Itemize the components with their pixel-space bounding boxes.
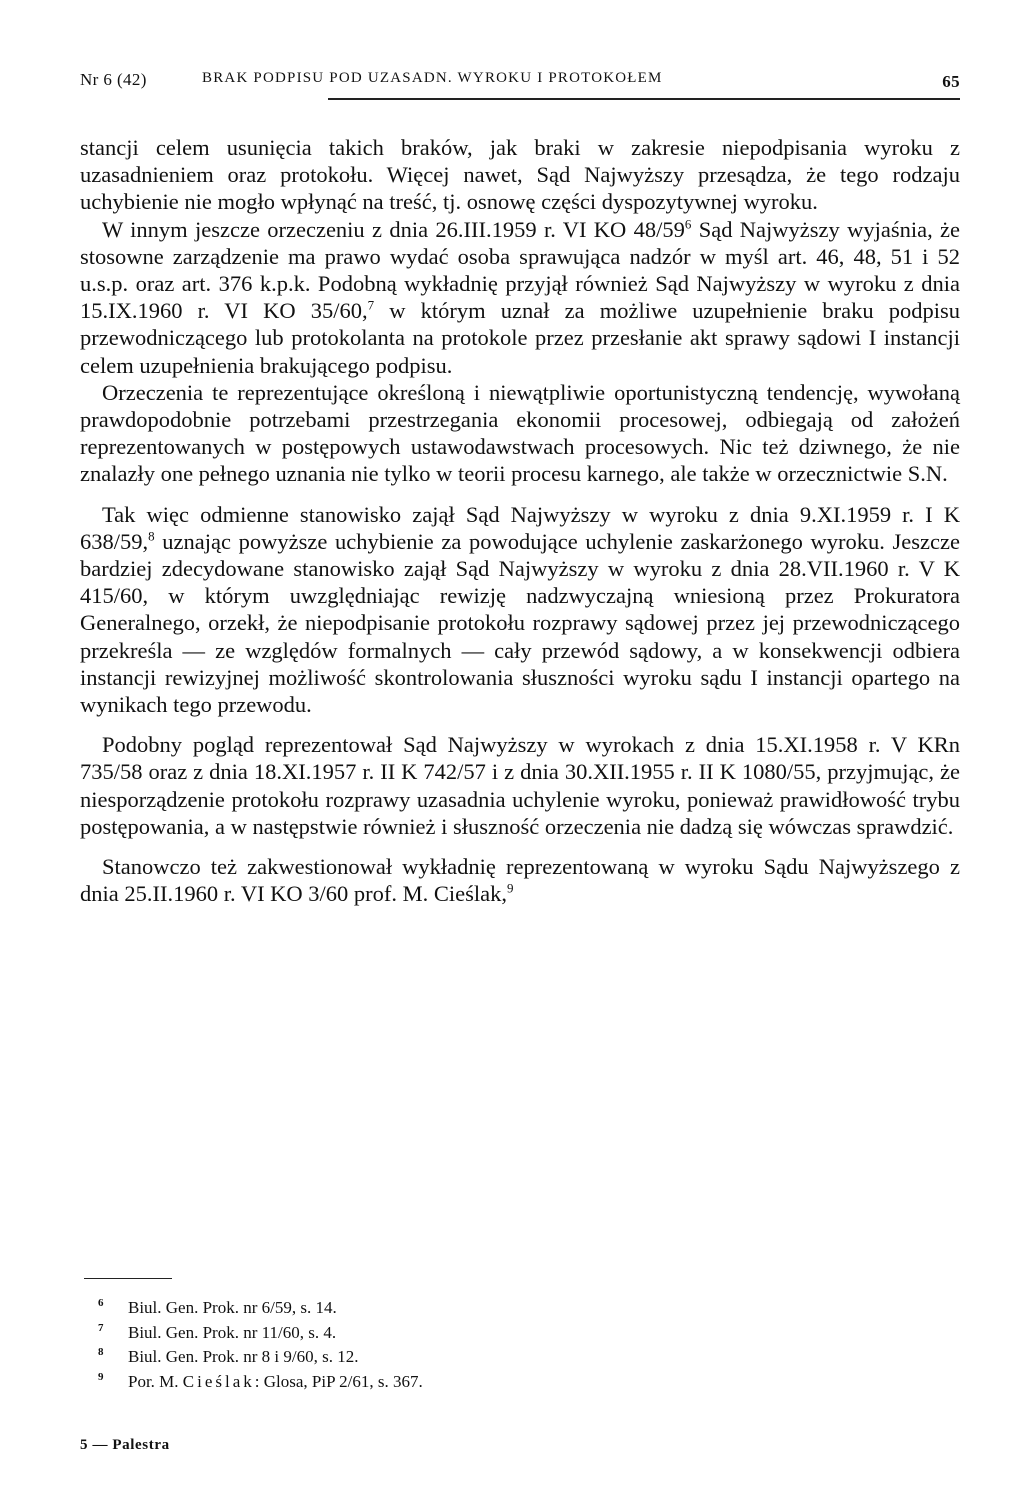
paragraph-2-text-a: W innym jeszcze orzeczeniu z dnia 26.III.1959 r. VI KO 48/59 [102,216,685,242]
paragraph-2 [80,216,960,379]
paragraph-5-text: Podobny pogląd reprezentował Sąd Najwyższy w wyrokach z dnia 15.XI.1958 r. V KRn 735/58 oraz z dnia 18.XI.1957 r. II K 742/57 i z dnia 30.XII.1955 r. II K 1080/55, przyjmując, że niesporządzenie protokołu rozprawy uzasadnia uchylenie wyroku, ponieważ prawidłowość trybu postępowania, a w następstwie również i słuszność orzeczenia nie dadzą się wówczas sprawdzić. [80,732,960,839]
paragraph-4-text-a: Tak więc odmienne stanowisko zajął Sąd Najwyższy w wyroku z dnia 9.XI.1959 r. I K 638/59, [80,501,960,554]
header-rule [328,98,960,100]
page-number: 65 [942,72,960,91]
footnote-rule [84,1278,172,1279]
footnote-ref-8[interactable]: 8 [148,528,155,544]
footnote-8 [98,1345,798,1370]
paragraph-3 [80,379,960,488]
footnote-text: Biul. Gen. Prok. nr 6/59, s. 14. [128,1298,337,1317]
footnote-7 [98,1321,798,1346]
signature-footer: 5 — Palestra [80,1437,170,1453]
paragraph-1 [80,134,960,216]
paragraph-3-text: Orzeczenia te reprezentujące określoną i niewątpliwie oportunistyczną tendencję, wywołaną prawdopodobnie potrzebami przestrzegania ekonomii procesowej, odbiegają od założeń reprezentowanych w postępowych ustawodawstwach procesowych. Nic też dziwnego, że nie znalazły one pełnego uznania nie tylko w teorii procesu karnego, ale także w orzecznictwie S.N. [80,379,960,487]
footnote-9 [98,1370,798,1395]
paragraph-2-text-c: w którym uznał za możliwe uzupełnienie braku podpisu przewodniczącego lub protokolanta na protokole przez przesłanie akt sprawy sądowi I instancji celem uzupełnienia brakującego podpisu. [80,298,961,378]
paragraph-4 [80,501,960,719]
issue-number: Nr 6 (42) [80,70,147,89]
footnote-ref-6[interactable]: 6 [684,216,692,232]
footnote-text: Biul. Gen. Prok. nr 11/60, s. 4. [128,1322,337,1342]
footnote-text-post: : Glosa, PiP 2/61, s. 367. [254,1371,423,1391]
footnote-author: Cieślak [182,1371,255,1391]
paragraph-6-text: Stanowczo też zakwestionował wykładnię reprezentowaną w wyroku Sądu Najwyższego z dnia 25.II.1960 r. VI KO 3/60 prof. M. Cieślak, [80,854,960,907]
footnote-ref-7[interactable]: 7 [367,297,375,313]
body-text [80,134,960,907]
paragraph-4-text-b: uznając powyższe uchybienie za powodujące uchylenie zaskarżonego wyroku. Jeszcze bardziej zdecydowane stanowisko zajął Sąd Najwyższy w wyroku z dnia 28.VII.1960 r. V K 415/60, w którym uwzględniając rewizję nadzwyczajną wniesioną przez Prokuratora Generalnego, orzekł, że niepodpisanie protokołu rozprawy sądowej przez jej przewodniczącego przekreśla — ze względów formalnych — cały przewód sądowy, a w konsekwencji odbiera instancji rewizyjnej możliwość skontrolowania słuszności wyroku sądu I instancji opartego na wynikach tego przewodu. [80,528,960,718]
running-title: BRAK PODPISU POD UZASADN. WYROKU I PROTOKOŁEM [202,70,663,86]
paragraph-2-text-b: Sąd Najwyższy wyjaśnia, że stosowne zarządzenie ma prawo wydać osoba sprawująca nadzór w myśl art. 46, 48, 51 i 52 u.s.p. oraz art. 376 k.p.k. Podobną wykładnię przyjął również Sąd Najwyższy w wyroku z dnia 15.IX.1960 r. VI KO 35/60, [80,216,960,324]
footnote-mark: 7 [98,1321,104,1334]
footnote-mark: 9 [98,1370,104,1383]
running-header [80,70,960,92]
footnote-text-pre: Por. M. [128,1371,183,1391]
footnote-text: Biul. Gen. Prok. nr 8 i 9/60, s. 12. [128,1347,359,1366]
footnote-6 [98,1296,798,1321]
paragraph-5 [80,731,960,840]
footnote-mark: 6 [98,1297,104,1309]
footnotes [98,1296,798,1394]
paragraph-6 [80,853,960,907]
paragraph-1-text: stancji celem usunięcia takich braków, jak braki w zakresie niepodpisania wyroku z uzasadnieniem oraz protokołu. Więcej nawet, Sąd Najwyższy przesądza, że tego rodzaju uchybienie nie mogło wpłynąć na treść, tj. osnowę części dyspozytywnej wyroku. [80,135,960,215]
footnote-mark: 8 [98,1346,104,1358]
footnote-ref-9[interactable]: 9 [507,880,514,896]
